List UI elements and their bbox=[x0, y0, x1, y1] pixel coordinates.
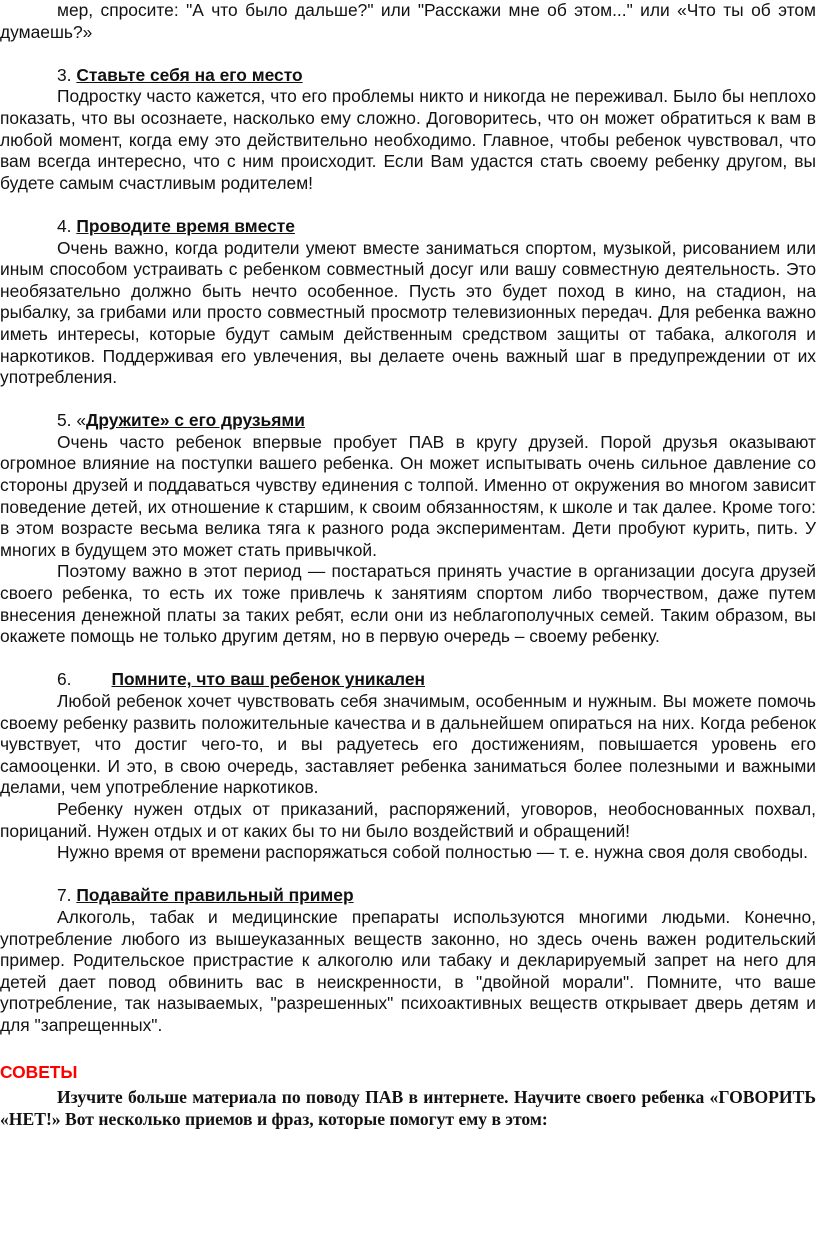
advice-heading: СОВЕТЫ bbox=[0, 1062, 78, 1083]
section-heading bbox=[0, 885, 816, 907]
spacer bbox=[0, 43, 816, 65]
spacer bbox=[0, 1037, 816, 1059]
section-paragraph: Алкоголь, табак и медицинские препараты используются многими людьми. Конечно, употребление любого из вышеуказанных веществ законно, но здесь очень важен родительский пример. Родительское пристрастие к алкоголю или табаку и декларируемый запрет на него для детей дает повод обвинить вас в неискренности, в "двойной морали". Помните, что ваше употребление, так называемых, "разрешенных" психоактивных веществ открывает дверь детям и для "запрещенных". bbox=[0, 906, 816, 1035]
intro-paragraph: мер, спросите: "А что было дальше?" или "Расскажи мне об этом..." или «Что ты об этом думаешь?» bbox=[0, 0, 816, 42]
section-title: Помните, что ваш ребенок уникален bbox=[111, 669, 425, 690]
section-number: 5. « bbox=[57, 410, 87, 431]
section-number: 7. bbox=[57, 885, 72, 906]
section-number: 4. bbox=[57, 215, 72, 236]
section-title: Дружите» с его друзьями bbox=[86, 410, 305, 431]
section-number: 3. bbox=[57, 64, 72, 85]
section-paragraph: Нужно время от времени распоряжаться собой полностью — т. е. нужна своя доля свободы. bbox=[57, 842, 808, 863]
section-paragraph: Ребенку нужен отдых от приказаний, распоряжений, уговоров, необоснованных похвал, порицаний. Нужен отдых и от каких бы то ни было воздействий и обращений! bbox=[0, 798, 816, 841]
section-title: Ставьте себя на его место bbox=[76, 64, 303, 85]
section-paragraph: Очень важно, когда родители умеют вместе заниматься спортом, музыкой, рисованием или иным способом устраивать с ребенком совместный досуг или вашу совместную деятельность. Это необязательно должно быть нечто особенное. Пусть это будет поход в кино, на стадион, на рыбалку, за грибами или просто совместный просмотр телевизионных передач. Для ребенка важно иметь интересы, которые будут самым действенным средством защиты от табака, алкоголя и наркотиков. Поддерживая его увлечения, вы делаете очень важный шаг в предупреждении от их употребления. bbox=[0, 237, 816, 388]
section-heading bbox=[0, 216, 816, 238]
spacer bbox=[0, 389, 816, 411]
section-number: 6. bbox=[57, 669, 72, 690]
section-paragraph: Очень часто ребенок впервые пробует ПАВ в кругу друзей. Порой друзья оказывают огромное влияние на поступки вашего ребенка. Он может испытывать очень сильное давление со стороны друзей и поддаваться чувству единения с толпой. Именно от окружения во многом зависит поведение детей, их отношение к старшим, к своим обязанностям, к школе и так далее. Кроме того: в этом возрасте весьма велика тяга к разного рода экспериментам. Дети пробуют курить, пить. У многих в будущем это может стать привычкой. bbox=[0, 431, 816, 560]
section-paragraph: Подростку часто кажется, что его проблемы никто и никогда не переживал. Было бы неплохо показать, что вы осознаете, насколько ему сложно. Договоритесь, что он может обратиться к вам в любой момент, когда ему это действительно необходимо. Главное, чтобы ребенок чувствовал, что вам всегда интересно, что с ним происходит. Если Вам удастся стать своему ребенку другом, вы будете самым счастливым родителем! bbox=[0, 86, 816, 193]
advice-text: Изучите больше материала по поводу ПАВ в интернете. Научите своего ребенка «ГОВОРИТЬ «НЕТ!» Вот несколько приемов и фраз, которые помогут ему в этом: bbox=[0, 1086, 816, 1129]
section-heading bbox=[0, 65, 816, 87]
spacer bbox=[0, 194, 816, 216]
section-paragraph: Любой ребенок хочет чувствовать себя значимым, особенным и нужным. Вы можете помочь своему ребенку развить положительные качества и в дальнейшем опираться на них. Когда ребенок чувствует, что достиг чего-то, и вы радуетесь его достижениям, повышается уровень его самооценки. И это, в свою очередь, заставляет ребенка заниматься более полезными и важными делами, чем употребление наркотиков. bbox=[0, 691, 816, 798]
spacer bbox=[0, 864, 816, 886]
section-heading bbox=[0, 410, 816, 432]
section-heading bbox=[0, 669, 816, 691]
section-paragraph: Поэтому важно в этот период — постараться принять участие в организации досуга друзей своего ребенка, то есть их тоже привлечь к занятиям спортом либо творчеством, даже путем внесения денежной платы за таких ребят, если они из неблагополучных семей. Таким образом, вы окажете помощь не только другим детям, но в первую очередь – своему ребенку. bbox=[0, 561, 816, 647]
section-title: Подавайте правильный пример bbox=[76, 885, 354, 906]
spacer bbox=[0, 648, 816, 670]
section-title: Проводите время вместе bbox=[76, 215, 295, 236]
